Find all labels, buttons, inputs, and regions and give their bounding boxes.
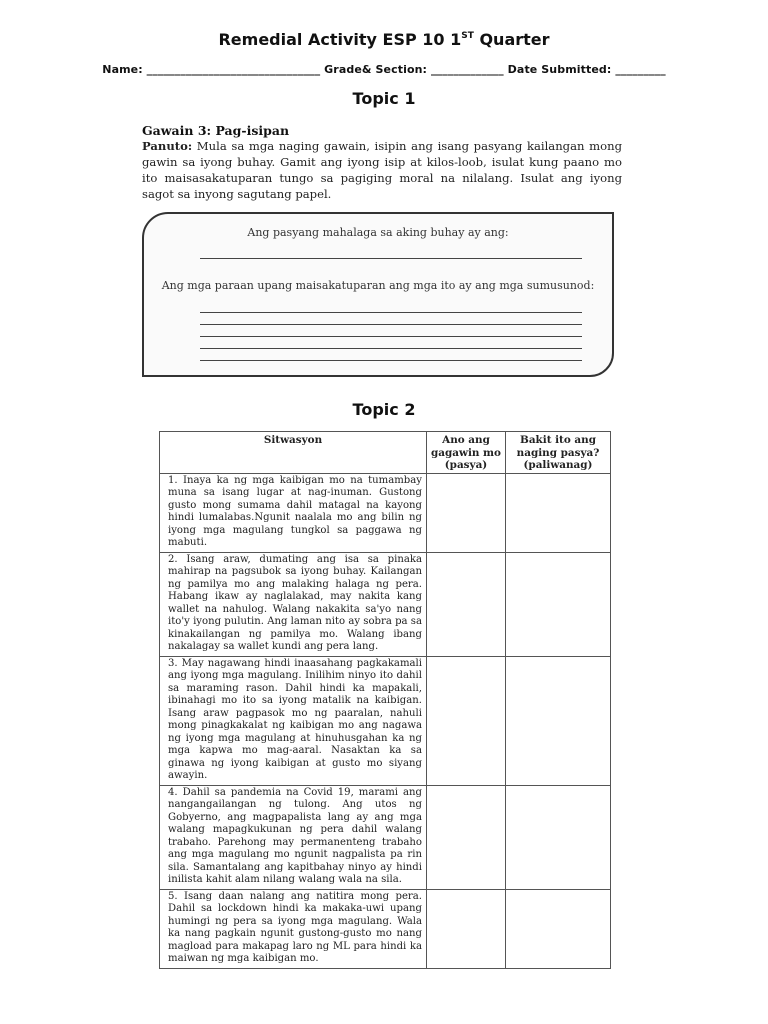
- answer-line: [200, 324, 582, 325]
- situation-cell: 3. May nagawang hindi inaasahang pagkakamali ang iyong mga magulang. Inilihim ninyo ito dahil sa maraming rason. Dahil hindi ka mapakali, ibinahagi mo ito sa iyong matalik na kaibigan. Isang araw pagpasok mo ng paaralan, nahuli mong pinagkakalat ng kaibigan mo ang nagawa ng iyong mga magulang at hinuhusgahan ka ng mga kapwa mo mag-aaral. Nasaktan ka sa ginawa ng iyong kaibigan at gusto mo siyang awayin.: [160, 656, 427, 785]
- paliwanag-answer-cell[interactable]: [506, 473, 611, 552]
- table-row: [160, 552, 611, 656]
- pasya-answer-cell[interactable]: [427, 552, 506, 656]
- table-row: [160, 656, 611, 785]
- instructions-label: Panuto:: [142, 139, 193, 153]
- situations-table: [159, 431, 611, 969]
- pasya-answer-cell[interactable]: [427, 656, 506, 785]
- answer-line: [200, 336, 582, 337]
- page-title: [0, 30, 768, 49]
- col-header-pasya: Ano ang gagawin mo (pasya): [427, 432, 506, 474]
- pasya-answer-cell[interactable]: [427, 889, 506, 968]
- pasya-answer-cell[interactable]: [427, 785, 506, 889]
- topic1-heading: Topic 1: [352, 89, 416, 108]
- answer-line: [200, 348, 582, 349]
- answer-box: [142, 212, 614, 377]
- decision-prompt: Ang pasyang mahalaga sa aking buhay ay ang:: [247, 226, 509, 239]
- paliwanag-answer-cell[interactable]: [506, 656, 611, 785]
- gawain-title: Gawain 3: Pag-isipan: [142, 123, 290, 138]
- title-superscript: ST: [461, 31, 474, 41]
- instructions-text: Mula sa mga naging gawain, isipin ang isang pasyang kailangan mong gawin sa iyong buhay. Gamit ang iyong isip at kilos-loob, isulat kung paano mo ito maisasakatuparan tungo sa pagiging moral na nilalang. Isulat ang iyong sagot sa inyong sagutang papel.: [142, 139, 622, 201]
- paliwanag-answer-cell[interactable]: [506, 552, 611, 656]
- col-header-sitwasyon: Sitwasyon: [160, 432, 427, 474]
- topic2-heading: Topic 2: [352, 400, 416, 419]
- title-main: Remedial Activity ESP 10 1: [218, 30, 462, 49]
- answer-line: [200, 360, 582, 361]
- ways-prompt: Ang mga paraan upang maisakatuparan ang mga ito ay ang mga sumusunod:: [161, 279, 595, 292]
- col-header-paliwanag: Bakit ito ang naging pasya? (paliwanag): [506, 432, 611, 474]
- table-row: [160, 473, 611, 552]
- table-row: [160, 889, 611, 968]
- situation-cell: 1. Inaya ka ng mga kaibigan mo na tumambay muna sa isang lugar at nag-inuman. Gustong gusto mong sumama dahil matagal na kayong hindi lumalabas.Ngunit naalala mo ang bilin ng iyong mga magulang tungkol sa paggawa ng mabuti.: [160, 473, 427, 552]
- pasya-answer-cell[interactable]: [427, 473, 506, 552]
- situation-cell: 5. Isang daan nalang ang natitira mong pera. Dahil sa lockdown hindi ka makaka-uwi upang humingi ng pera sa iyong mga magulang. Wala ka nang pagkain ngunit gustong-gusto mo nang magload para makapag laro ng ML para hindi ka maiwan ng mga kaibigan mo.: [160, 889, 427, 968]
- title-end: Quarter: [473, 30, 550, 49]
- student-info-line: Name: _______________________________ Grade& Section: _____________ Date Submitted: _________: [102, 63, 666, 76]
- answer-line: [200, 312, 582, 313]
- table-row: [160, 785, 611, 889]
- situation-cell: 4. Dahil sa pandemia na Covid 19, marami ang nangangailangan ng tulong. Ang utos ng Gobyerno, ang magpapalista lang ay ang mga walang mapagkukunan ng pera dahil walang trabaho. Parehong may permanenteng trabaho ang mga magulang mo ngunit nagpalista pa rin sila. Samantalang ang kapitbahay ninyo ay hindi inilista kahit alam nilang walang wala na sila.: [160, 785, 427, 889]
- instructions-paragraph: [142, 138, 622, 202]
- paliwanag-answer-cell[interactable]: [506, 785, 611, 889]
- table-header-row: [160, 432, 611, 474]
- paliwanag-answer-cell[interactable]: [506, 889, 611, 968]
- answer-line: [200, 258, 582, 259]
- situation-cell: 2. Isang araw, dumating ang isa sa pinaka mahirap na pagsubok sa iyong buhay. Kailangan ng pamilya mo ang malaking halaga ng pera. Habang ikaw ay naglalakad, may nakita kang wallet na nahulog. Walang nakakita sa'yo nang ito'y iyong pulutin. Ang laman nito ay sobra pa sa kinakailangan ng pamilya mo. Walang ibang nakalagay sa wallet kundi ang pera lang.: [160, 552, 427, 656]
